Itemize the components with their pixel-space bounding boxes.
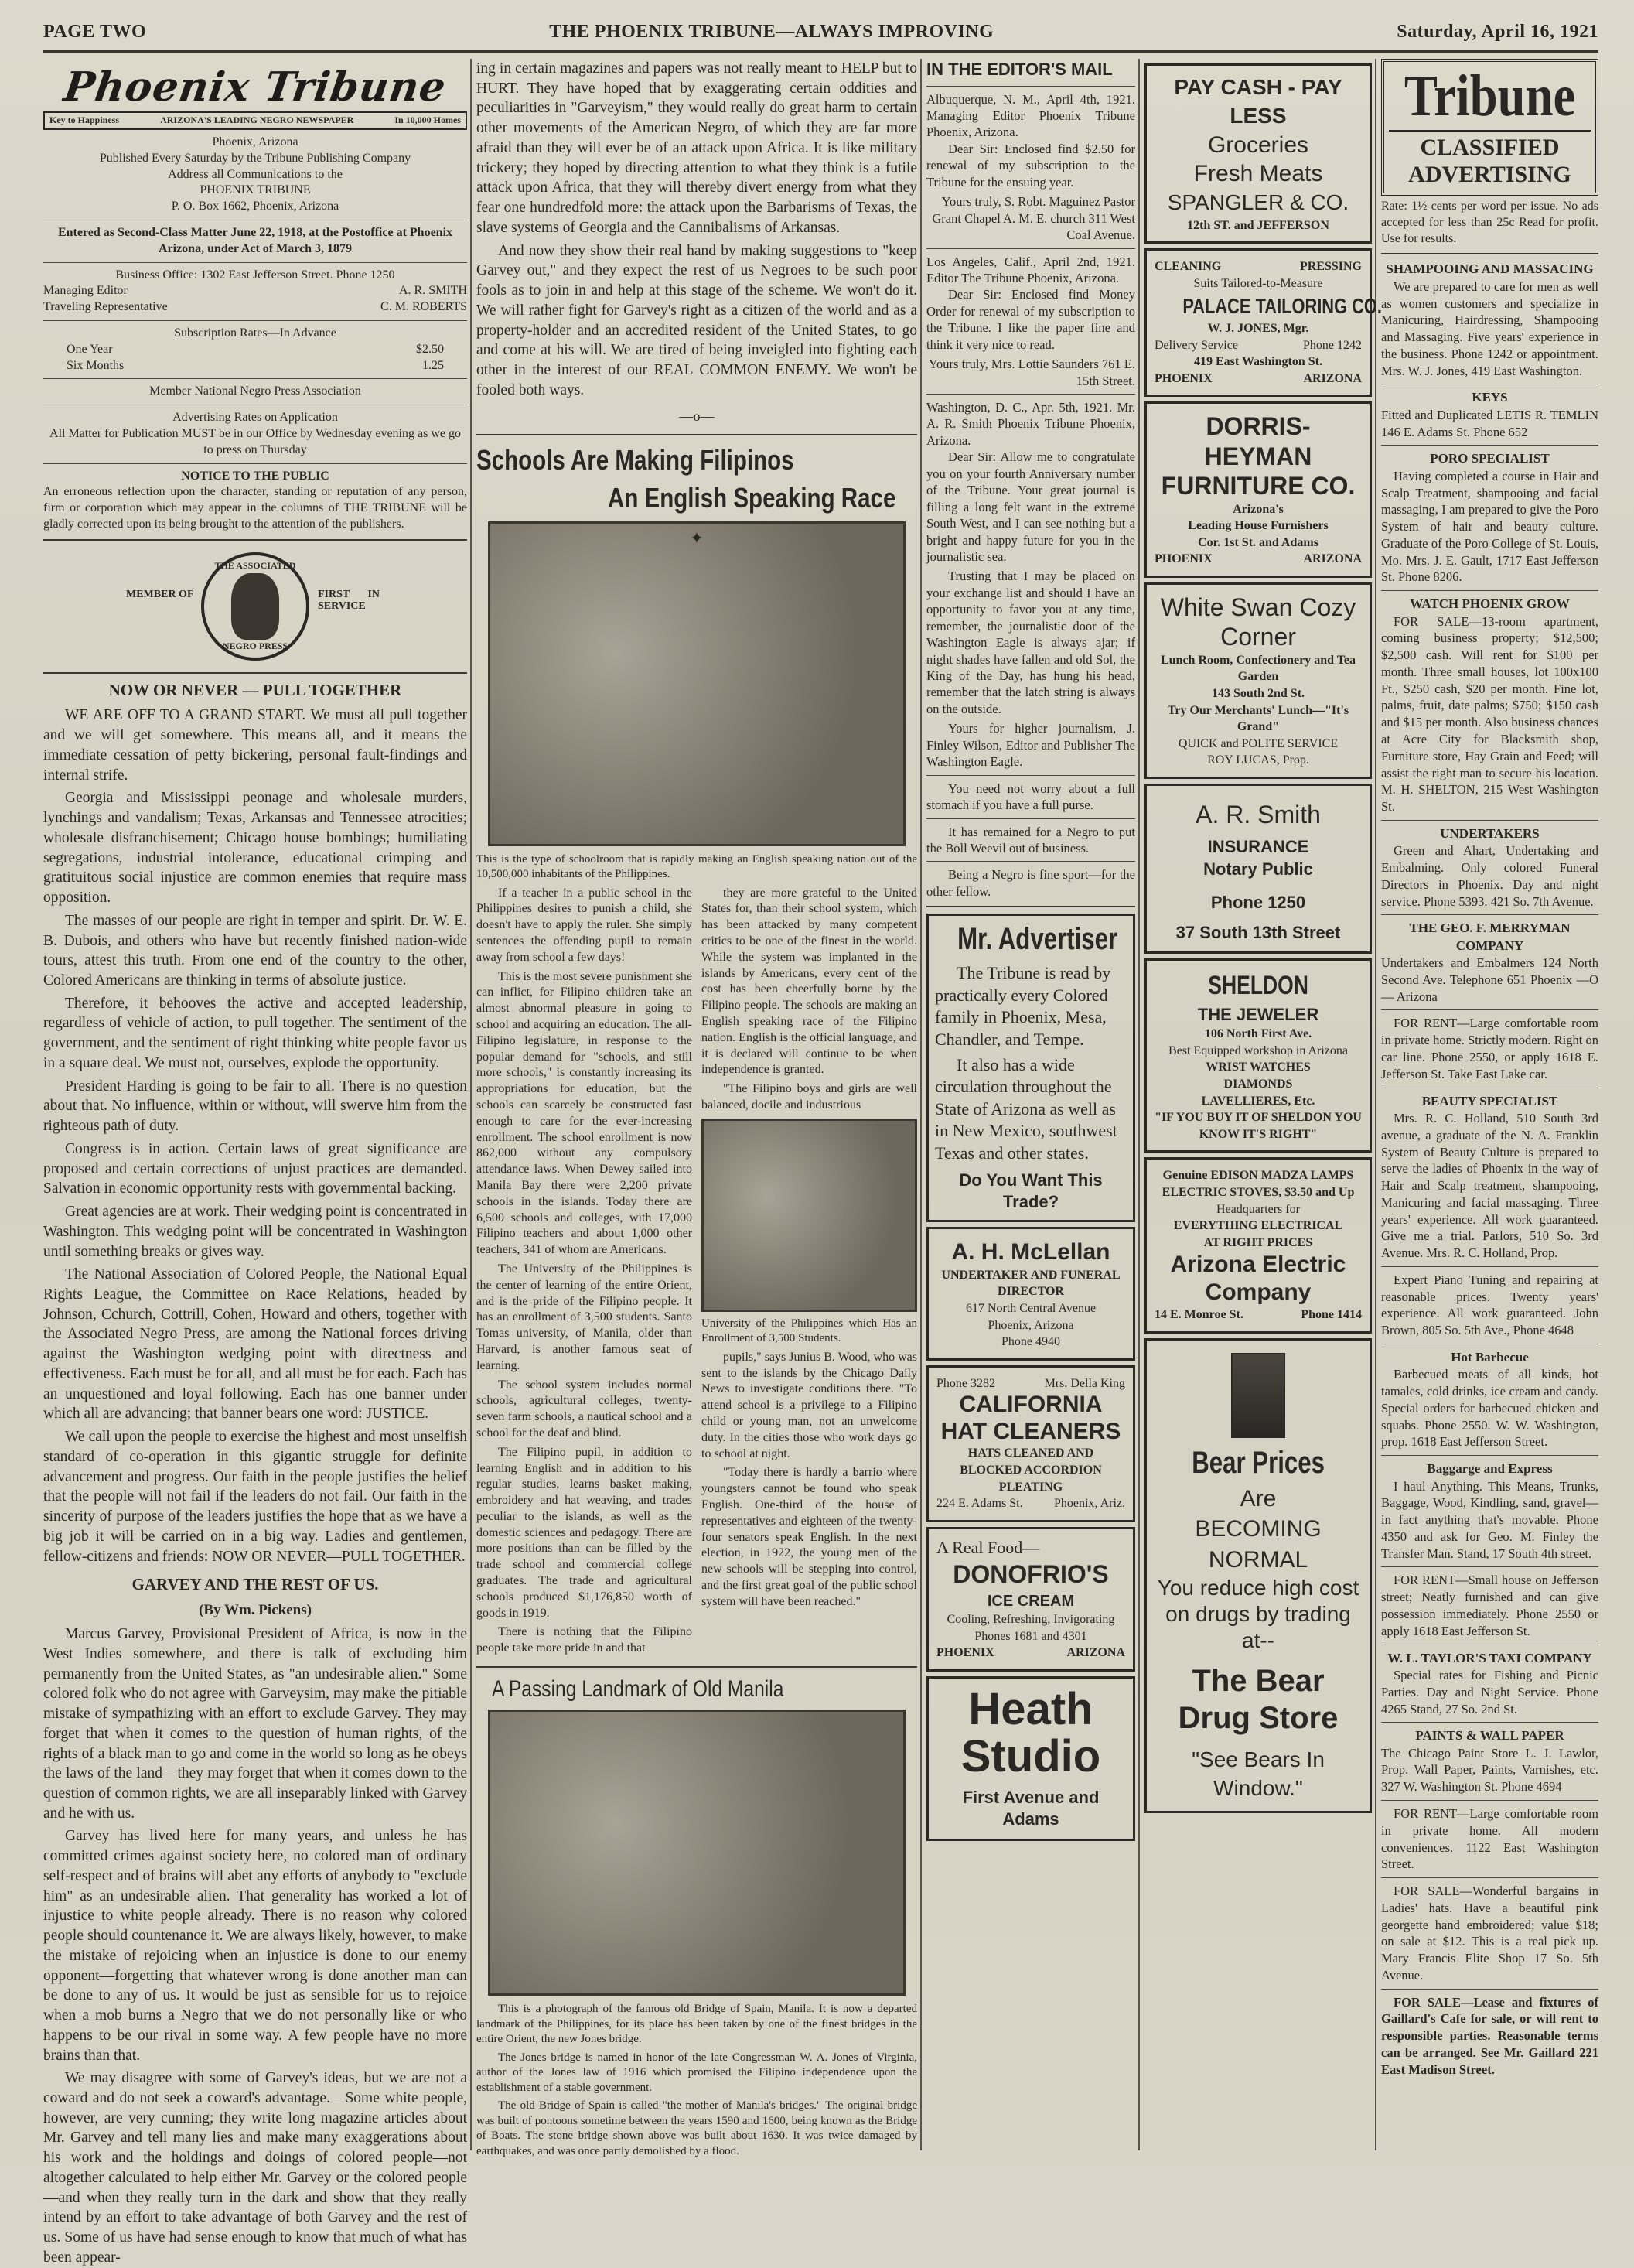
classified-list	[1381, 261, 1598, 2078]
white-swan-line: Try Our Merchants' Lunch—"It's Grand"	[1167, 703, 1349, 734]
california-hat-ad	[926, 1365, 1135, 1522]
ar-smith-phone: Phone 1250	[1210, 893, 1306, 913]
schools-headline-2: An English Speaking Race	[608, 482, 896, 514]
masthead-line: Published Every Saturday by the Tribune Publishing Company	[99, 151, 411, 165]
electric-phone: Phone 1414	[1301, 1308, 1362, 1322]
classified-rate: Rate: 1½ cents per word per issue. No ads accepted for less than 25c Read for profit. Use for results.	[1381, 200, 1598, 245]
ar-smith-line: Notary Public	[1203, 859, 1313, 880]
bear-drug-name: The Bear Drug Store	[1178, 1664, 1339, 1736]
rate-row	[43, 342, 467, 358]
classified-title: CLASSIFIED ADVERTISING	[1389, 130, 1591, 188]
rate-row	[43, 358, 467, 374]
column-rule	[1375, 59, 1376, 2150]
notice-text: An erroneous reflection upon the character, standing or reputation of any person, firm or corporation which may appear in the columns of THE TRIBUNE will be gladly corrected upon its being brought to the attention of the publishers.	[43, 485, 467, 531]
sheldon-line: 106 North First Ave.	[1204, 1027, 1312, 1041]
electric-line: EVERYTHING ELECTRICAL	[1173, 1219, 1343, 1233]
spangler-ad	[1144, 63, 1372, 244]
classified-entry-body: Expert Piano Tuning and repairing at reasonable prices. Twenty years' experience. All work guaranteed. John Brown, 805 So. 5th Ave., Phone 4648	[1381, 1272, 1598, 1338]
classified-entry	[1381, 1349, 1598, 1450]
dorris-state: ARIZONA	[1303, 552, 1362, 566]
manila-caption	[476, 2002, 917, 2159]
classified-entry-body: FOR RENT—Large comfortable room in private home. Strictly modern. Right on car line. Phone 2550, or apply 1618 E. Jefferson St. Take East Lake car.	[1381, 1016, 1598, 1081]
palace-line: Suits Tailored-to-Measure	[1193, 277, 1323, 291]
donofrio-name: DONOFRIO'S	[953, 1560, 1109, 1589]
masthead-bar	[43, 111, 467, 130]
classified-entry	[1381, 1883, 1598, 1984]
palace-state: ARIZONA	[1303, 371, 1362, 385]
university-caption: University of the Philippines which Has an Enrollment of 3,500 Students.	[701, 1317, 917, 1345]
palace-right: PRESSING	[1299, 260, 1362, 274]
mclellan-phone: Phone 4940	[1001, 1335, 1060, 1349]
electric-line: Genuine EDISON MADZA LAMPS	[1162, 1169, 1354, 1183]
ar-smith-name: A. R. Smith	[1196, 800, 1321, 828]
mail-line: Washington, D. C., Apr. 5th, 1921. Mr. A. R. Smith Phoenix Tribune Phoenix, Arizona.	[926, 400, 1135, 448]
entry-notice: Entered as Second-Class Matter June 22, 1918, at the Postoffice at Phoenix Arizona, under Act of March 3, 1879	[57, 225, 453, 255]
dorris-name: DORRIS-HEYMAN FURNITURE CO.	[1161, 412, 1356, 500]
mr-advertiser-title: Mr. Advertiser	[957, 922, 1118, 957]
issue-date: Saturday, April 16, 1921	[1397, 22, 1598, 42]
separator-ornament: —o—	[679, 408, 715, 425]
ar-smith-ad	[1144, 784, 1372, 954]
white-swan-line: QUICK and POLITE SERVICE	[1178, 736, 1339, 750]
schools-paragraph: "Today there is hardly a barrio where youngsters cannot be found who speak English. One-third of the house of representatives and eighteen of the twenty-four senators speak English. In the next election, in 1922, the young men of the new schools will be stepping into control, and the first great goal of the public school system will have been reached."	[701, 1466, 917, 1608]
mail-line: Dear Sir: Enclosed find $2.50 for renewal of my subscription to the Tribune for the ensuing year.	[926, 141, 1135, 190]
advertising-note: All Matter for Publication MUST be in our Office by Wednesday evening as we go to press on Thursday	[49, 426, 461, 456]
schools-paragraph: There is nothing that the Filipino people take more pride in and that	[476, 1625, 692, 1655]
rate-value: 1.25	[422, 358, 444, 372]
classified-header	[1381, 59, 1598, 196]
ar-smith-addr: 37 South 13th Street	[1175, 923, 1341, 943]
ornament-icon: ✦	[689, 528, 704, 548]
bear-line: BECOMING	[1195, 1516, 1322, 1542]
column-5	[1381, 59, 1598, 2150]
schools-paragraph: This is the most severe punishment she can inflict, for Filipino children take an almost abnormal pleasure in going to school and acquiring an education. The all-Filipino legislature, in response to the popular demand for "schools, and still more schools," is constantly increasing its appropriations for education, but the schools can scarcely be constructed fast enough to care for the ever-increasing enrollment. The school enrollment is now 862,000 without any compulsory attendance laws. When Dewey sailed into Manila Bay there were 2,200 private schools in the islands. Today there are 6,500 schools and colleges, with 17,000 Filipino teachers and about 1,000 other teachers, 341 of whom are Americans.	[476, 969, 692, 1257]
palace-addr: 419 East Washington St.	[1194, 355, 1322, 369]
emblem-ring-top: THE ASSOCIATED	[214, 559, 296, 571]
garvey-continued: ing in certain magazines and papers was not really meant to HELP but to HURT. They have hoped that by exaggerating certain oddities and peculiarities in "Garveyism," they would really do great harm to certain other movements of the American Negro, of which they are far more afraid than they will ever be of an attack upon Africa. It is like military trickery; they hoped by directing attention to what they think is a futile attack upon Africa, that they will thereby divert energy from what they fear one hundredfold more: the attack upon the Barbarisms of Texas, the slave systems of Georgia and the Cannibalisms of Arkansas.	[476, 60, 917, 236]
schools-paragraph: The Filipino pupil, in addition to learning English and in addition to his regular studies, learns basket making, embroidery and hat weaving, and trades peculiar to the islands, as well as the domestic sciences and pedagogy. There are more positions than can be filled by the trade school and commercial college graduates. The trade and agricultural schools produced $1,176,850 worth of goods in 1919.	[476, 1445, 692, 1620]
rate-label: Six Months	[67, 358, 125, 372]
palace-tailoring-ad	[1144, 248, 1382, 397]
california-city: Phoenix, Ariz.	[1054, 1497, 1125, 1511]
editorial-paragraph: Congress is in action. Certain laws of great significance are proposed and certain corrections of unjust practices are demanded. Salvation in economic opportunity rests with governmental backing.	[43, 1140, 467, 1197]
editorial-headline: NOW OR NEVER — PULL TOGETHER	[108, 680, 402, 699]
masthead-line: P. O. Box 1662, Phoenix, Arizona	[171, 200, 339, 213]
mail-signature: Yours for higher journalism, J. Finley Wilson, Editor and Publisher The Washington Eagle.	[926, 721, 1135, 770]
sheldon-line: DIAMONDS	[1223, 1077, 1293, 1091]
donofrio-state: ARIZONA	[1066, 1646, 1125, 1660]
column-rule	[920, 59, 922, 2150]
mr-advertiser-text: It also has a wide circulation throughout the State of Arizona as well as in New Mexico, southwest Texas and other states.	[935, 1054, 1117, 1163]
bridge-photo	[488, 1710, 906, 1996]
classified-entry	[1381, 1650, 1598, 1718]
sheldon-line: Best Equipped workshop in Arizona	[1168, 1043, 1348, 1057]
staff-label: Managing Editor	[43, 284, 128, 298]
sheldon-line: WRIST WATCHES	[1206, 1061, 1311, 1074]
mail-line: Albuquerque, N. M., April 4th, 1921. Managing Editor Phoenix Tribune Phoenix, Arizona.	[926, 91, 1135, 140]
column-4	[1144, 59, 1382, 2150]
classified-entry	[1381, 1805, 1598, 1873]
column-rule	[1138, 59, 1140, 2150]
ar-smith-line: INSURANCE	[1207, 837, 1309, 857]
mclellan-line: 617 North Central Avenue	[965, 1302, 1097, 1315]
filler-line: It has remained for a Negro to put the Boll Weevil out of business.	[926, 824, 1135, 856]
classified-entry	[1381, 1994, 1598, 2078]
rate-value: $2.50	[416, 342, 444, 356]
california-desc: HATS CLEANED AND BLOCKED ACCORDION PLEATING	[960, 1447, 1102, 1494]
masthead-bar-right: In 10,000 Homes	[394, 114, 461, 125]
dorris-line: Arizona's	[1233, 502, 1284, 516]
classified-entry-body: FOR SALE—Wonderful bargains in Ladies' hats. Have a beautiful pink georgette hand embroidered; value $18; on sale at $12. This is a real pick up. Mary Francis Elite Shop 17 So. 5th Avenue.	[1381, 1884, 1598, 1983]
manila-caption-paragraph: The Jones bridge is named in honor of the late Congressman W. A. Jones of Virginia, author of the Jones law of 1916 which promised the Filipino independence upon the establishment of a stable government.	[476, 2051, 917, 2094]
white-swan-line: Lunch Room, Confectionery and Tea Garden	[1160, 653, 1356, 684]
manila-headline: A Passing Landmark of Old Manila	[492, 1676, 784, 1703]
spangler-line: PAY CASH - PAY LESS	[1174, 75, 1342, 128]
spangler-addr: 12th ST. and JEFFERSON	[1187, 218, 1329, 232]
classified-entry	[1381, 1460, 1598, 1562]
classified-tribune: Tribune	[1404, 63, 1576, 128]
subscription-head: Subscription Rates—In Advance	[174, 326, 336, 340]
classified-entry-head: PAINTS & WALL PAPER	[1415, 1728, 1564, 1744]
white-swan-name: White Swan Cozy Corner	[1160, 593, 1356, 651]
advertising-head: Advertising Rates on Application	[172, 411, 338, 425]
member-line: Member National Negro Press Association	[149, 384, 361, 398]
staff-name: C. M. ROBERTS	[380, 300, 467, 314]
garvey-byline: (By Wm. Pickens)	[199, 1602, 312, 1619]
emblem-left: MEMBER OF	[126, 588, 194, 600]
classified-entry	[1381, 1272, 1598, 1339]
classified-entry-body: We are prepared to care for men as well as women customers and specialize in Manicuring, Hairdressing, Shampooing and Massaging. Five years' experience in the business. Phone 1242 or appointment. Mrs. W. J. Jones, 419 East Washington.	[1381, 278, 1598, 378]
editorial-body	[43, 705, 467, 1566]
palace-city: PHOENIX	[1155, 371, 1213, 385]
spangler-line: Fresh Meats	[1193, 161, 1323, 187]
garvey-paragraph: Garvey has lived here for many years, and unless he has committed crimes against society here, no colored man of ordinary self-respect and of brains will abet any efforts of anybody to "exclude him" as an undesirable alien. That generality has worked a lot of injustice to white people already. There is no reason why colored people should countenance it. We are always likely, however, to make the mistake of rejoicing when an injustice is done to our enemy opponent—forgetting that whatever wrong is done another man can be done to any of us. It would be just as sensible for us to rejoice when a mob burns a Negro that we do not personally like or who happens to be our rival in some way. A few people have no more brains than that.	[43, 1828, 467, 2064]
mail-line: Trusting that I may be placed on your exchange list and should I have an opportunity to favor you at any time, remember, the journalistic door of the Washington Eagle is always ajar; if night shades have fallen and old Sol, the King of the Day, has hung his head, remember that the latch string is always on the outside.	[926, 569, 1135, 716]
classified-entry-body: FOR SALE—Lease and fixtures of Gaillard's Cafe for sale, or will rent to responsible parties. Reasonable terms can be arranged. See Mr. Gaillard 221 East Madison Street.	[1381, 1994, 1598, 2077]
california-name: CALIFORNIA HAT CLEANERS	[940, 1392, 1121, 1444]
editorial-paragraph: The National Association of Colored People, the National Equal Rights League, the Committee on Race Relations, headed by Johnson, Cchurch, Cottrill, Cohen, Howard and others, together with the Associated Negro Press, are among the National forces driving against the Washington wedging point with directness and effectiveness. Each must be for all, and all must be for each. Each has an unquestioned and loyal following. Each has one banner under which all are advancing; that banner bears one word: JUSTICE.	[43, 1266, 467, 1423]
classified-entry-body: Fitted and Duplicated LETIS R. TEMLIN 146 E. Adams St. Phone 652	[1381, 407, 1598, 439]
classified-entry-head: Hot Barbecue	[1451, 1349, 1529, 1365]
schoolroom-caption: This is the type of schoolroom that is rapidly making an English speaking nation out of the 10,500,000 inhabitants of the Philippines.	[476, 852, 917, 881]
classified-entry-body: The Chicago Paint Store L. J. Lawlor, Prop. Wall Paper, Paints, Varnishes, etc. 327 W. Washington St. Phone 4694	[1381, 1745, 1598, 1795]
schools-paragraph: pupils," says Junius B. Wood, who was sent to the islands by the Chicago Daily News to investigate conditions there. "To attend school is a privilege to a Filipino child or young man, not an unwelcome duty. In the cities those who work days go to school at night.	[701, 1350, 917, 1460]
heath-studio-ad	[926, 1676, 1135, 1841]
dorris-heyman-ad	[1144, 401, 1372, 578]
staff-row	[43, 299, 467, 316]
classified-entry-body: Green and Ahart, Undertaking and Embalming. Only colored Funeral Directors in Phoenix. Day and night service. Phone 5393. 421 So. 7th Avenue.	[1381, 843, 1598, 909]
heath-addr: First Avenue and Adams	[962, 1787, 1100, 1829]
masthead-bar-center: ARIZONA'S LEADING NEGRO NEWSPAPER	[160, 114, 354, 125]
donofrio-pre: A Real Food—	[936, 1537, 1040, 1557]
folio-line	[43, 14, 1598, 53]
filler-line: Being a Negro is fine sport—for the other fellow.	[926, 867, 1135, 899]
mclellan-name: A. H. McLellan	[951, 1238, 1110, 1265]
classified-entry-head: KEYS	[1472, 390, 1508, 405]
bear-line: You reduce high cost on drugs by trading at--	[1157, 1576, 1359, 1652]
heath-name: Heath Studio	[960, 1683, 1101, 1781]
mail-signature: Yours truly, Mrs. Lottie Saunders 761 E. 15th Street.	[928, 357, 1135, 388]
california-phone: Phone 3282	[936, 1376, 995, 1390]
owl-emblem-icon	[201, 552, 309, 661]
rate-label: One Year	[67, 342, 113, 356]
classified-entry	[1381, 261, 1598, 379]
classified-entry	[1381, 389, 1598, 440]
classified-entry-head: THE GEO. F. MERRYMAN COMPANY	[1409, 921, 1571, 953]
classified-entry	[1381, 596, 1598, 815]
manila-caption-paragraph: This is a photograph of the famous old Bridge of Spain, Manila. It is now a departed landmark of the Philippines, for its place has been taken by one of the finest bridges in the entire Orient, the new Jones bridge.	[476, 2003, 917, 2046]
electric-line: Headquarters for	[1216, 1202, 1300, 1216]
palace-name: PALACE TAILORING CO.	[1182, 293, 1382, 318]
donofrio-ad	[926, 1527, 1135, 1672]
masthead-line: Phoenix, Arizona	[212, 135, 298, 149]
sheldon-name: SHELDON	[1208, 971, 1308, 1001]
masthead-line: Address all Communications to the	[168, 167, 343, 181]
garvey-paragraph: Marcus Garvey, Provisional President of Africa, is now in the West Indies somewhere, and there is talk of excluding him permanently from the United States, as "an undesirable alien." Some colored folk who do not agree with Garveysim, may make the pitiable mistake of sympathizing with an effort to exclude Garvey. They may forget that when it comes to the question of human rights, of the rights of a black man to go and come in the world so long as he obeys the laws of the land—they may forget that when it comes down to the question of common rights, we are all inseparably linked with Garvey and he with us.	[43, 1626, 467, 1822]
classified-entry	[1381, 920, 1598, 1005]
schools-paragraph: The University of the Philippines is the center of learning of the entire Orient, and is the pride of the Filipino people. It has an enrollment of 3,500 students. Santo Tomas university, of Manila, older than Harvard, is another famous seat of learning.	[476, 1262, 692, 1372]
schools-article	[476, 886, 917, 1660]
mail-line: Los Angeles, Calif., April 2nd, 1921. Editor The Tribune Phoenix, Arizona.	[926, 254, 1135, 285]
classified-entry-head: PORO SPECIALIST	[1430, 451, 1550, 466]
editorial-paragraph: President Harding is going to be fair to all. There is no question about that. No influence, within or without, will swerve him from the righteous path of duty.	[43, 1078, 467, 1135]
notice-head: NOTICE TO THE PUBLIC	[181, 469, 329, 483]
schoolroom-photo	[488, 521, 906, 846]
mr-advertiser-ad	[926, 914, 1135, 1222]
arizona-electric-ad	[1144, 1157, 1372, 1334]
editorial-paragraph: Great agencies are at work. Their wedging point is concentrated in Washington. This wedging point will be concentrated in Washington until something breaks or gives way.	[43, 1204, 467, 1260]
classified-entry-body: Special rates for Fishing and Picnic Parties. Day and Night Service. Phone 4265 Stand, 27 So. 2nd St.	[1381, 1667, 1598, 1716]
classified-entry-body: Barbecued meats of all kinds, hot tamales, cold drinks, ice cream and candy. Special orders for barbecued chicken and squabs. Phone 2550. W. W. Washington, prop. 1618 East Jefferson Street.	[1381, 1367, 1598, 1450]
schools-headline-1: Schools Are Making Filipinos	[476, 444, 794, 476]
manila-caption-paragraph: The old Bridge of Spain is called "the mother of Manila's bridges." The original bridge was built of pontoons sometime between the years 1590 and 1600, being known as the Bridge of Boats. The stone bridge shown above was built about 1630. It was twice damaged by earthquakes, and was once partly demolished by a flood.	[476, 2099, 917, 2157]
classified-entry-body: Mrs. R. C. Holland, 510 South 3rd avenue, a graduate of the N. A. Franklin System of Beauty Culture is prepared to serve the ladies of Phoenix in the way of Hair and Scalp treatment, shampooing, Manicuring and facial massaging. Three years' experience. All work guaranteed. Give me a trial. Parlors, 510 So. 3rd Avenue. Mrs. R. C. Holland, Prop.	[1381, 1110, 1598, 1261]
garvey-body	[43, 1624, 467, 2268]
white-swan-ad	[1144, 582, 1372, 779]
mclellan-ad	[926, 1227, 1135, 1361]
anp-emblem	[126, 548, 380, 664]
sheldon-line: "IF YOU BUY IT OF SHELDON YOU KNOW IT'S RIGHT"	[1155, 1111, 1362, 1141]
mail-headline: IN THE EDITOR'S MAIL	[926, 60, 1113, 79]
mr-advertiser-text: The Tribune is read by practically every Colored family in Phoenix, Mesa, Chandler, and Tempe.	[935, 963, 1111, 1050]
emblem-ring-bottom: NEGRO PRESS	[222, 640, 288, 651]
mail-signature: Yours truly, S. Robt. Maguinez Pastor Grant Chapel A. M. E. church 311 West Coal Avenue.	[932, 194, 1135, 243]
column-1	[43, 59, 467, 2266]
classified-entry-body: FOR RENT—Large comfortable room in private home. All modern conveniences. 1122 East Washington Street.	[1381, 1806, 1598, 1872]
classified-entry-body: I haul Anything. This Means, Trunks, Baggage, Wood, Kindling, sand, gravel—in fact anything that's movable. Phone 4350 and ask for Geo. M. Finley the Transfer Man. Stand, 17 South 4th street.	[1381, 1478, 1598, 1561]
classified-entry-head: BEAUTY SPECIALIST	[1421, 1093, 1558, 1108]
column-2	[476, 59, 917, 2157]
california-owner: Mrs. Della King	[1044, 1376, 1125, 1390]
page-number: PAGE TWO	[43, 22, 147, 42]
white-swan-line: 143 South 2nd St.	[1211, 686, 1305, 700]
mr-advertiser-cta: Do You Want This Trade?	[959, 1170, 1103, 1212]
schools-col-a	[476, 886, 692, 1660]
classified-entry-body: FOR RENT—Small house on Jefferson street; Neatly furnished and can give possession immediately. Phone 2550 or apply 1618 East Jefferson St.	[1381, 1573, 1598, 1638]
filler-line: You need not worry about a full stomach if you have a full purse.	[926, 780, 1135, 813]
spangler-line: Groceries	[1207, 132, 1309, 158]
spangler-name: SPANGLER & CO.	[1167, 190, 1349, 214]
editorial-paragraph: Therefore, it behooves the active and accepted leadership, regardless of vehicle of action, to pull together. The sentiment of the government, and the sentiment of right thinking white people favor us in a square deal. We must not, ourselves, explode the opportunity.	[43, 995, 467, 1071]
palace-mgr: W. J. JONES, Mgr.	[1207, 322, 1309, 336]
donofrio-city: PHOENIX	[936, 1646, 994, 1660]
electric-addr: 14 E. Monroe St.	[1155, 1308, 1243, 1322]
university-photo	[701, 1119, 917, 1312]
bear-line: "See Bears In Window."	[1192, 1747, 1325, 1801]
california-addr: 224 E. Adams St.	[936, 1497, 1023, 1511]
schools-paragraph: The school system includes normal schools, agricultural colleges, twenty-seven farm schools, a nautical school and a school for the deaf and blind.	[476, 1378, 692, 1440]
column-3	[926, 59, 1135, 2150]
garvey-continued: And now they show their real hand by making suggestions to "keep Garvey out," and they expect the rest of us Negroes to be such poor fools as to join in and help at this stage of the scheme. We won't do it. We will rather fight for Garvey's right as a citizen of the world and as a property-holder and an accredited resident of the United States, to go and come at his will. We are tired of being inveigled into fighting each other in the interest of our REAL COMMON ENEMY. We won't be fooled both ways.	[476, 242, 917, 398]
staff-name: A. R. SMITH	[398, 284, 467, 298]
donofrio-sub: ICE CREAM	[987, 1592, 1075, 1610]
masthead-title: Phoenix Tribune	[61, 63, 450, 111]
garvey-headline: GARVEY AND THE REST OF US.	[131, 1575, 379, 1594]
sheldon-ad	[1144, 958, 1372, 1153]
dorris-city: PHOENIX	[1155, 552, 1213, 566]
palace-left: CLEANING	[1155, 260, 1222, 274]
business-office: Business Office: 1302 East Jefferson Street. Phone 1250	[115, 268, 395, 282]
editorial-paragraph: Georgia and Mississippi peonage and wholesale murders, lynchings and vandalism; Texas, Arkansas and Tennessee atrocities; wholesale disfranchisement; Chicago house bombings; humiliating segregations, industrial intolerance, educational crimping and gratituitous social injustice are common enemies that require mass opposition.	[43, 790, 467, 907]
editorial-paragraph: We call upon the people to exercise the highest and most unselfish standard of co-operation in this gigantic struggle for definite advancement and progress. Our faith in the people justifies the belief that the people will not fail if the leaders do not fail. Our faith in the sincerity of purpose of the leaders justifies the hope that as we have a big job it will be carried on in a big way. Ladies and gentlemen, fellow-citizens and friends: NOW OR NEVER—PULL TOGETHER.	[43, 1429, 467, 1565]
dorris-line: Cor. 1st St. and Adams	[1198, 535, 1318, 549]
classified-entry-head: UNDERTAKERS	[1440, 825, 1540, 841]
staff-row	[43, 283, 467, 299]
garvey-paragraph: We may disagree with some of Garvey's ideas, but we are not a coward and do not seek a coward's advantage.—Some white people, however, are very cunning; they write long magazine articles about Mr. Garvey and tell many lies and make many exaggerations about his work and the holdings and doings of colored people—not altogether calculated to help either Mr. Garvey or the colored people—and when they really turn in the dark and show that they really intend by an effort to take advantage of both Garvey and the rest of us. Some of us have had sense enough to know that much of what has been appear-	[43, 2070, 467, 2266]
electric-name: Arizona Electric Company	[1170, 1252, 1346, 1306]
editorial-paragraph: The masses of our people are right in temper and spirit. Dr. W. E. B. Dubois, and others who have but recently finished nation-wide tours, attest this truth. From one end of the country to the other, Colored Americans are thinking in terms of absolute justice.	[43, 912, 467, 989]
mail-line: Dear Sir: Allow me to congratulate you on your fourth Anniversary number of the Tribune. Your great journal is filling a long felt want in the extreme South West, and I can see nothing but a bright and happy future for you in the journalistic sea.	[926, 449, 1135, 564]
classified-entry-body: FOR SALE—13-room apartment, coming business property; $12,500; $2,500 cash. Will rent for $100 per month. Three small houses, lot 100x100 Ft., $250 cash, $20 per month. Fine lot, palms, fruit, date palms; $750; $150 cash and $15 per month. Also business chances at Acre City for Blacksmith shop, Furniture store, Hay Grain and Feed; will assist the right man to secure his location. M. H. SHELTON, 215 West Washington St.	[1381, 613, 1598, 815]
palace-phone: Phone 1242	[1303, 338, 1362, 352]
classified-entry-head: SHAMPOOING AND MASSACING	[1386, 261, 1594, 277]
electric-line: ELECTRIC STOVES, $3.50 and Up	[1162, 1185, 1355, 1199]
staff-label: Traveling Representative	[43, 300, 168, 314]
classified-entry-body: Undertakers and Embalmers 124 North Second Ave. Telephone 651 Phoenix —O— Arizona	[1381, 955, 1598, 1004]
mclellan-line: Phoenix, Arizona	[988, 1318, 1074, 1332]
bear-icon	[1231, 1353, 1285, 1438]
sheldon-sub: THE JEWELER	[1197, 1005, 1319, 1025]
classified-entry-head: Baggarge and Express	[1427, 1461, 1553, 1477]
paper-slogan: THE PHOENIX TRIBUNE—ALWAYS IMPROVING	[549, 22, 994, 42]
dorris-line: Leading House Furnishers	[1188, 519, 1329, 533]
masthead-bar-left: Key to Happiness	[49, 114, 120, 125]
classified-entry	[1381, 1093, 1598, 1262]
bear-line: Bear Prices	[1192, 1445, 1325, 1480]
schools-paragraph: If a teacher in a public school in the Philippines desires to punish a child, she doesn't have to apply the ruler. She simply sentences the offending pupil to remain away from school a few days!	[476, 886, 692, 964]
editorial-paragraph: WE ARE OFF TO A GRAND START. We must all pull together and we will get somewhere. This means all, and it means the immediate cessation of petty bickering, personal fault-findings and internal strife.	[43, 707, 467, 784]
masthead-line: PHOENIX TRIBUNE	[200, 183, 311, 197]
masthead	[43, 63, 467, 135]
classified-entry-head: WATCH PHOENIX GROW	[1410, 596, 1570, 612]
bear-line: NORMAL	[1208, 1546, 1308, 1573]
classified-entry	[1381, 1572, 1598, 1639]
donofrio-desc: Cooling, Refreshing, Invigorating Phones 1681 and 4301	[947, 1612, 1115, 1643]
column-rule	[470, 59, 472, 2150]
bear-drug-ad	[1144, 1338, 1372, 1813]
classified-entry	[1381, 1015, 1598, 1082]
classified-entry-body: Having completed a course in Hair and Scalp Treatment, shampooing and facial massaging, I am prepared to give the Poro System of hair and beauty culture. Graduate of the Poro College of St. Louis, Mo. Mrs. J. E. Gault, 1717 East Jefferson St. Phone 8206.	[1381, 468, 1598, 585]
sheldon-line: LAVELLIERES, Etc.	[1201, 1094, 1315, 1108]
schools-paragraph: they are more grateful to the United States for, than their school system, which has been attacked by many competent critics to be one of the finest in the world. While the system was implanted in the islands by Americans, every cent of the cost has been cheerfully borne by the Filipino people. The schools are making an English speaking race of the Filipino nation. English is the official language, and it is declared will continue to be when independence is granted.	[701, 886, 917, 1077]
schools-col-b	[701, 886, 917, 1660]
mclellan-line: UNDERTAKER AND FUNERAL DIRECTOR	[941, 1268, 1121, 1299]
white-swan-line: ROY LUCAS, Prop.	[1207, 753, 1309, 767]
bear-line: Are	[1240, 1485, 1277, 1511]
schools-paragraph: "The Filipino boys and girls are well balanced, docile and industrious	[701, 1082, 917, 1112]
palace-delivery: Delivery Service	[1155, 338, 1238, 352]
classified-entry-head: W. L. TAYLOR'S TAXI COMPANY	[1387, 1650, 1592, 1665]
classified-entry	[1381, 450, 1598, 586]
mail-line: Dear Sir: Enclosed find Money Order for renewal of my subscription to the Tribune. I like the paper fine and think it very nice to read.	[926, 287, 1135, 352]
owl-icon	[231, 573, 279, 640]
classified-entry	[1381, 825, 1598, 910]
classified-entry	[1381, 1727, 1598, 1795]
emblem-right: FIRST IN SERVICE	[318, 588, 380, 613]
masthead-info	[43, 135, 467, 215]
electric-line: AT RIGHT PRICES	[1203, 1235, 1313, 1249]
